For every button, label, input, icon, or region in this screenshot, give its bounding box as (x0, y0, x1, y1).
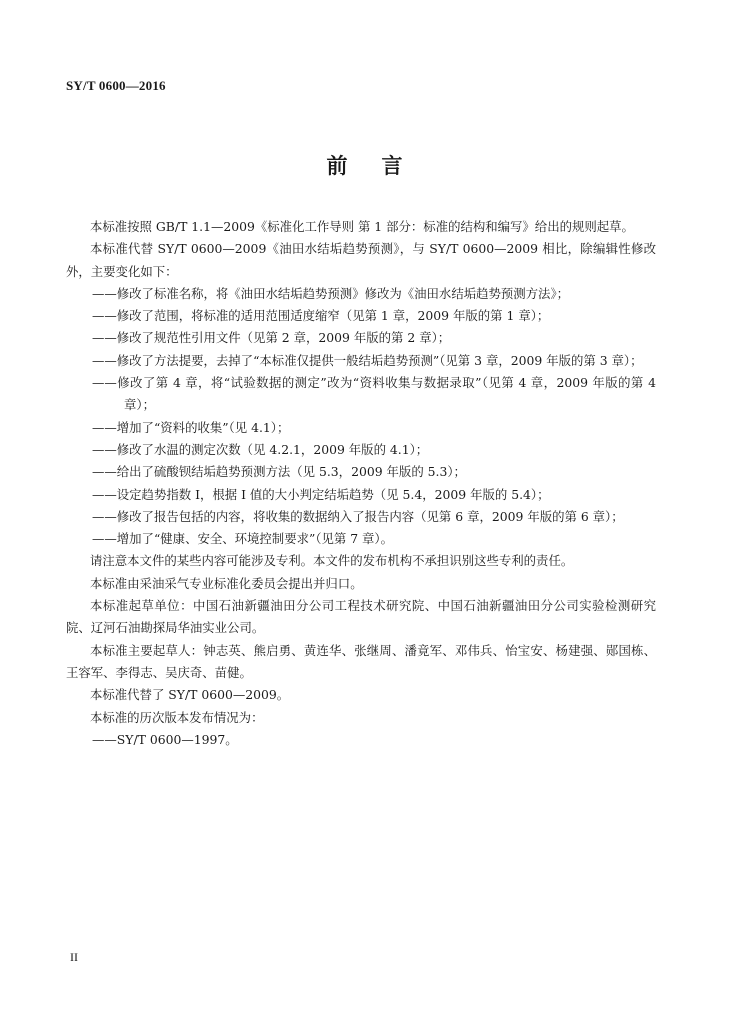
foreword-body (66, 216, 656, 751)
paragraph-supersedes: 本标准代替了 SY/T 0600—2009。 (90, 687, 290, 703)
page-title: 前言 (326, 154, 437, 178)
history-item: ——SY/T 0600—1997。 (92, 731, 238, 747)
change-item: ——修改了规范性引用文件（见第 2 章，2009 年版的第 2 章）； (92, 330, 451, 346)
paragraph-drafting-rules: 本标准按照 GB/T 1.1—2009《标准化工作导则 第 1 部分：标准的结构和编写》给出的规则起草。 (90, 219, 634, 234)
change-item: ——修改了第 4 章，将“试验数据的测定”改为“资料收集与数据录取”（见第 4 章，2009 年版的第 4 章）； (92, 375, 656, 413)
change-item: ——增加了“健康、安全、环境控制要求”（见第 7 章）。 (92, 531, 394, 547)
change-item: ——修改了水温的测定次数（见 4.2.1，2009 年版的 4.1）； (92, 441, 429, 457)
change-item: ——增加了“资料的收集”（见 4.1）； (92, 419, 290, 435)
standard-code: SY/T 0600—2016 (66, 78, 166, 93)
paragraph-proposer: 本标准由采油采气专业标准化委员会提出并归口。 (90, 575, 363, 591)
paragraph-drafters: 本标准主要起草人：钟志英、熊启勇、黄连华、张继周、潘竟军、邓伟兵、怡宝安、杨建强、郧国栋、王容军、李得志、吴庆奇、苗健。 (66, 642, 656, 680)
change-item: ——修改了报告包括的内容，将收集的数据纳入了报告内容（见第 6 章，2009 年版的第 6 章）； (92, 508, 624, 524)
paragraph-patent-notice: 请注意本文件的某些内容可能涉及专利。本文件的发布机构不承担识别这些专利的责任。 (90, 553, 574, 569)
page-number: II (70, 950, 78, 964)
paragraph-replacement: 本标准代替 SY/T 0600—2009《油田水结垢趋势预测》，与 SY/T 0600—2009 相比，除编辑性修改外，主要变化如下： (66, 241, 656, 279)
change-item: ——修改了范围，将标准的适用范围适度缩窄（见第 1 章，2009 年版的第 1 章）； (92, 308, 550, 324)
change-item: ——修改了标准名称，将《油田水结垢趋势预测》修改为《油田水结垢趋势预测方法》； (92, 285, 570, 301)
change-item: ——给出了硫酸钡结垢趋势预测方法（见 5.3，2009 年版的 5.3）； (92, 464, 466, 480)
paragraph-drafting-units: 本标准起草单位：中国石油新疆油田分公司工程技术研究院、中国石油新疆油田分公司实验检测研究院、辽河石油勘探局华油实业公司。 (66, 598, 656, 636)
change-item: ——修改了方法提要，去掉了“本标准仅提供一般结垢趋势预测”（见第 3 章，2009 年版的第 3 章）； (92, 352, 643, 368)
change-item: ——设定趋势指数 I，根据 I 值的大小判定结垢趋势（见 5.4，2009 年版的 5.4）； (92, 486, 550, 502)
paragraph-history-intro: 本标准的历次版本发布情况为： (90, 709, 264, 725)
